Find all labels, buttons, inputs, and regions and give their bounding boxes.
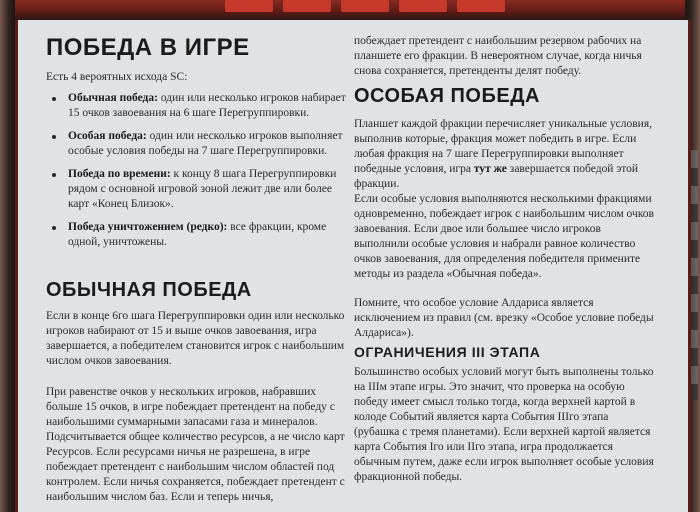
ornament-block xyxy=(457,0,505,12)
stage3-paragraph: Большинство особых условий могут быть выполнены только на IIIм этапе игры. Это значит, что проверка на особую победу имеет смысл только тогда, когда верхней картой в колоде Событий является карта События IIIго этапа (рубашка с тремя планетами). Если верхней картой является карта События Iго или IIго этапа, игра продолжается обычным путем, даже если игрок выполняет особые условия фракционной победы. xyxy=(354,366,654,483)
bullet-label: Особая победа: xyxy=(68,130,147,142)
top-border xyxy=(0,0,700,20)
left-border xyxy=(0,0,15,512)
aldaris-note-paragraph: Помните, что особое условие Алдариса является исключением из правил (см. врезку «Особое условие победы Алдариса»). xyxy=(354,297,654,339)
ornament-block xyxy=(341,0,389,12)
normal-victory-paragraph: Если в конце 6го шага Перегруппировки один или несколько игроков набирают от 15 и выше очков завоевания, игра завершается, а победителем становится игрок с наибольшим числом очков завоевания. xyxy=(46,310,345,367)
continued-paragraph: побеждает претендент с наибольшим резервом рабочих на планшете его фракции. В невероятном случае, когда ничья снова сохраняется, претенденты делят победу. xyxy=(354,35,642,77)
list-item xyxy=(46,129,346,159)
bullet-label: Победа по времени: xyxy=(68,168,171,180)
multiple-factions-paragraph: Если особые условия выполняются несколькими фракциями одновременно, побеждает игрок с наибольшим числом очков завоевания. Если двое или большее число игроков выполнили особые условия и набрали равное количество очков завоевания, для определения победителя примените методы из раздела «Обычная победа». xyxy=(354,193,654,280)
bullet-text: один или несколько игроков набирает 15 очков завоевания на 6 шаге Перегруппировки. xyxy=(68,92,346,119)
section-title-normal-victory: ОБЫЧНАЯ ПОБЕДА xyxy=(46,279,252,301)
subsection-title-stage3: ОГРАНИЧЕНИЯ III ЭТАПА xyxy=(354,344,541,360)
list-item xyxy=(46,167,346,212)
ornament-block xyxy=(399,0,447,12)
section-title-special-victory: ОСОБАЯ ПОБЕДА xyxy=(354,85,540,107)
intro-text: Есть 4 вероятных исхода SC: xyxy=(46,71,188,83)
rulebook-page xyxy=(15,20,691,512)
top-ornament xyxy=(225,0,505,12)
page-title: ПОБЕДА В ИГРЕ xyxy=(46,34,250,61)
ornament-block xyxy=(283,0,331,12)
list-item xyxy=(46,91,346,121)
victory-list xyxy=(46,91,346,250)
bullet-text: все фракции, кроме одной, уничтожены. xyxy=(68,221,327,248)
bullet-label: Победа уничтожением (редко): xyxy=(68,221,228,233)
special-victory-paragraph: Планшет каждой фракции перечисляет уникальные условия, выполнив которые, фракция может победить в игре. Если любая фракция на 7 шаге Перегруппировки выполняет победные условия, игра тут же завершается победой этой фракции. xyxy=(354,118,653,190)
list-item xyxy=(46,220,346,250)
bullet-text: один или несколько игроков выполняет особые условия победы на 7 шаге Перегруппировки. xyxy=(68,130,343,157)
emphasis-text: тут же xyxy=(473,163,507,175)
tiebreak-paragraph: При равенстве очков у нескольких игроков, набравших больше 15 очков, в игре побеждает претендент на победу с наибольшими суммарными запасами газа и минералов. Подсчитывается общее количество ресурсов, а не число карт Ресурсов. Если ресурсами ничья не разрешена, в игре побеждает претендент с наибольшим числом областей под контролем. Если ничья сохраняется, побеждает претендент с наибольшим числом баз. Если и теперь ничья, xyxy=(46,386,345,503)
ornament-block xyxy=(225,0,273,12)
bullet-text: к концу 8 шага Перегруппировки рядом с основной игровой зоной лежит две или более карт «Конец Близок». xyxy=(68,168,337,210)
bullet-label: Обычная победа: xyxy=(68,92,158,104)
